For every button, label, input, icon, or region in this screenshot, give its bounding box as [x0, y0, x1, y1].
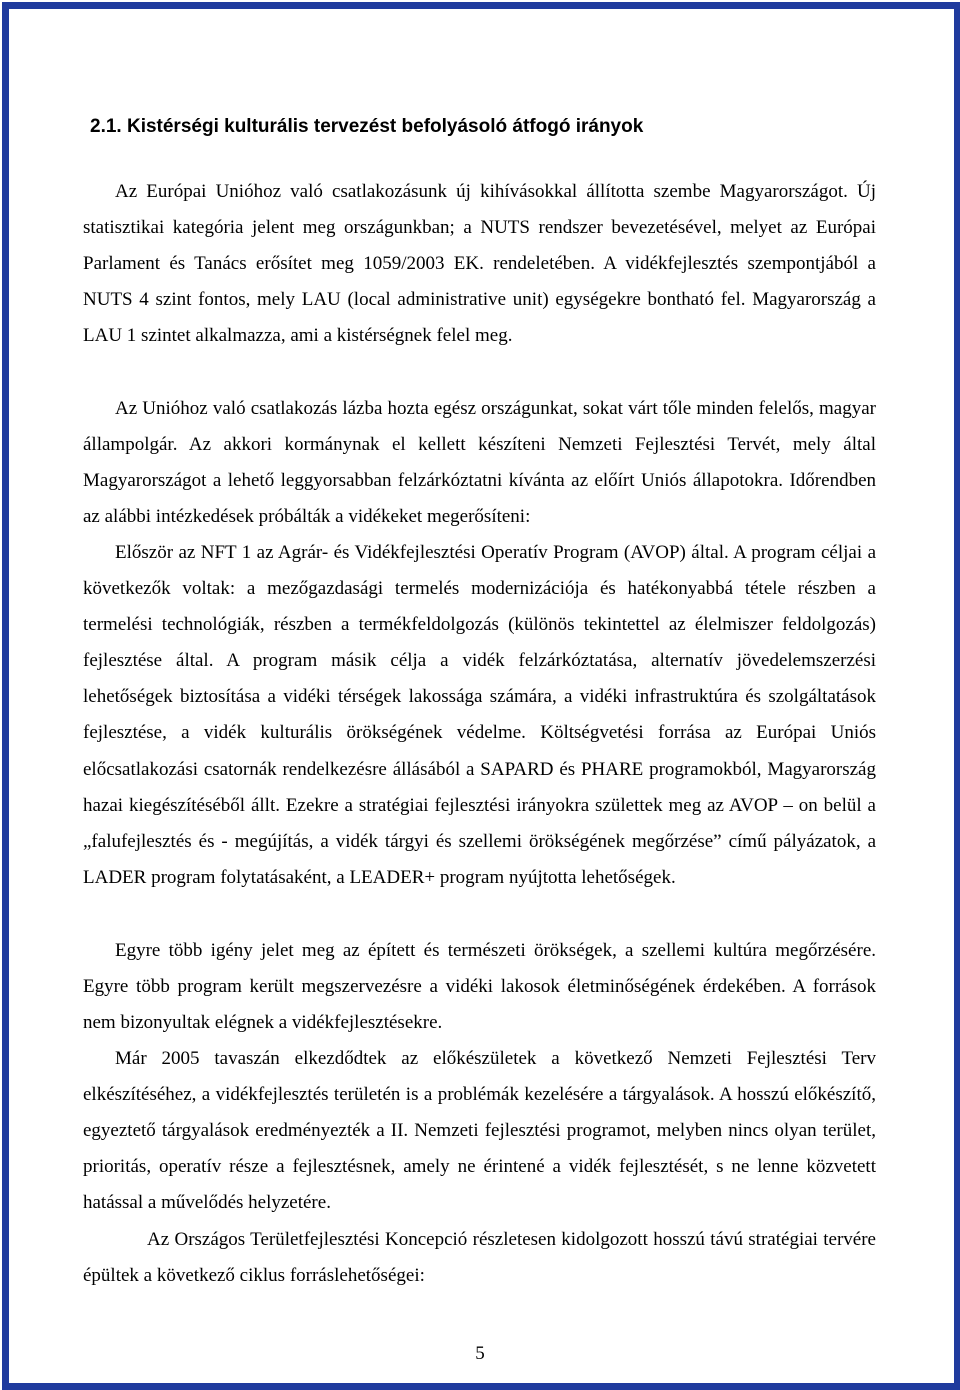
- paragraph-avop: Először az NFT 1 az Agrár- és Vidékfejlesztési Operatív Program (AVOP) által. A program céljai a következők voltak: a mezőgazdasági termelés modernizációja és hatékonyabbá tétele részben a termelési technológiák, részben a termékfeldolgozás (különös tekintettel az élelmiszer feldolgozás) fejlesztése által. A program másik célja a vidék felzárkóztatása, alternatív jövedelemszerzési lehetőségek biztosítása a vidéki térségek lakossága számára, a vidéki infrastruktúra és szolgáltatások fejlesztése, a vidék kulturális örökségének védelme. Költségvetési forrása az Európai Uniós előcsatlakozási csatornák rendelkezésre állásából a SAPARD és PHARE programokból, Magyarország hazai kiegészítéséből állt. Ezekre a stratégiai fejlesztési irányokra születtek meg az AVOP – on belül a „falufejlesztés és - megújítás, a vidék tárgyi és szellemi örökségének megőrzése” című pályázatok, a LADER program folytatásaként, a LEADER+ program nyújtotta lehetőségek.: [83, 542, 876, 888]
- page-number: 5: [475, 1343, 485, 1364]
- paragraph-nuts: Az Európai Unióhoz való csatlakozásunk új kihívásokkal állította szembe Magyarországot. Új statisztikai kategória jelent meg országunkban; a NUTS rendszer bevezetésével, melyet az Európai Parlament és Tanács erősítet meg 1059/2003 EK. rendeletében. A vidékfejlesztés szempontjából a NUTS 4 szint fontos, mely LAU (local administrative unit) egységekre bontható fel. Magyarország a LAU 1 szintet alkalmazza, ami a kistérségnek felel meg.: [83, 181, 876, 347]
- paragraph-second-nft: Már 2005 tavaszán elkezdődtek az előkészületek a következő Nemzeti Fejlesztési Terv elkészítéséhez, a vidékfejlesztés területén is a problémák kezelésére a tárgyalások. A hosszú előkészítő, egyeztető tárgyalások eredményezték a II. Nemzeti fejlesztési programot, melyben nincs olyan terület, prioritás, operatív része a fejlesztésnek, amely ne érintené a vidék fejlesztését, s ne lenne közvetett hatással a művelődés helyzetére.: [83, 1048, 876, 1214]
- section-heading: 2.1. Kistérségi kulturális tervezést befolyásoló átfogó irányok: [90, 116, 644, 137]
- paragraph-heritage-demand: Egyre több igény jelet meg az épített és természeti örökségek, a szellemi kultúra megőrzésére. Egyre több program került megszervezésre a vidéki lakosok életminőségének érdekében. A források nem bizonyultak elégnek a vidékfejlesztésekre.: [83, 940, 876, 1034]
- paragraph-union-accession: Az Unióhoz való csatlakozás lázba hozta egész országunkat, sokat várt tőle minden felelős, magyar állampolgár. Az akkori kormánynak el kellett készíteni Nemzeti Fejlesztési Tervét, mely által Magyarországot a lehető leggyorsabban felzárkóztatni kívánta az előírt Uniós állapotokra. Időrendben az alábbi intézkedések próbálták a vidékeket megerősíteni:: [83, 398, 876, 528]
- paragraph-otk: Az Országos Területfejlesztési Koncepció részletesen kidolgozott hosszú távú stratégiai tervére épültek a következő ciklus forráslehetőségei:: [83, 1229, 876, 1287]
